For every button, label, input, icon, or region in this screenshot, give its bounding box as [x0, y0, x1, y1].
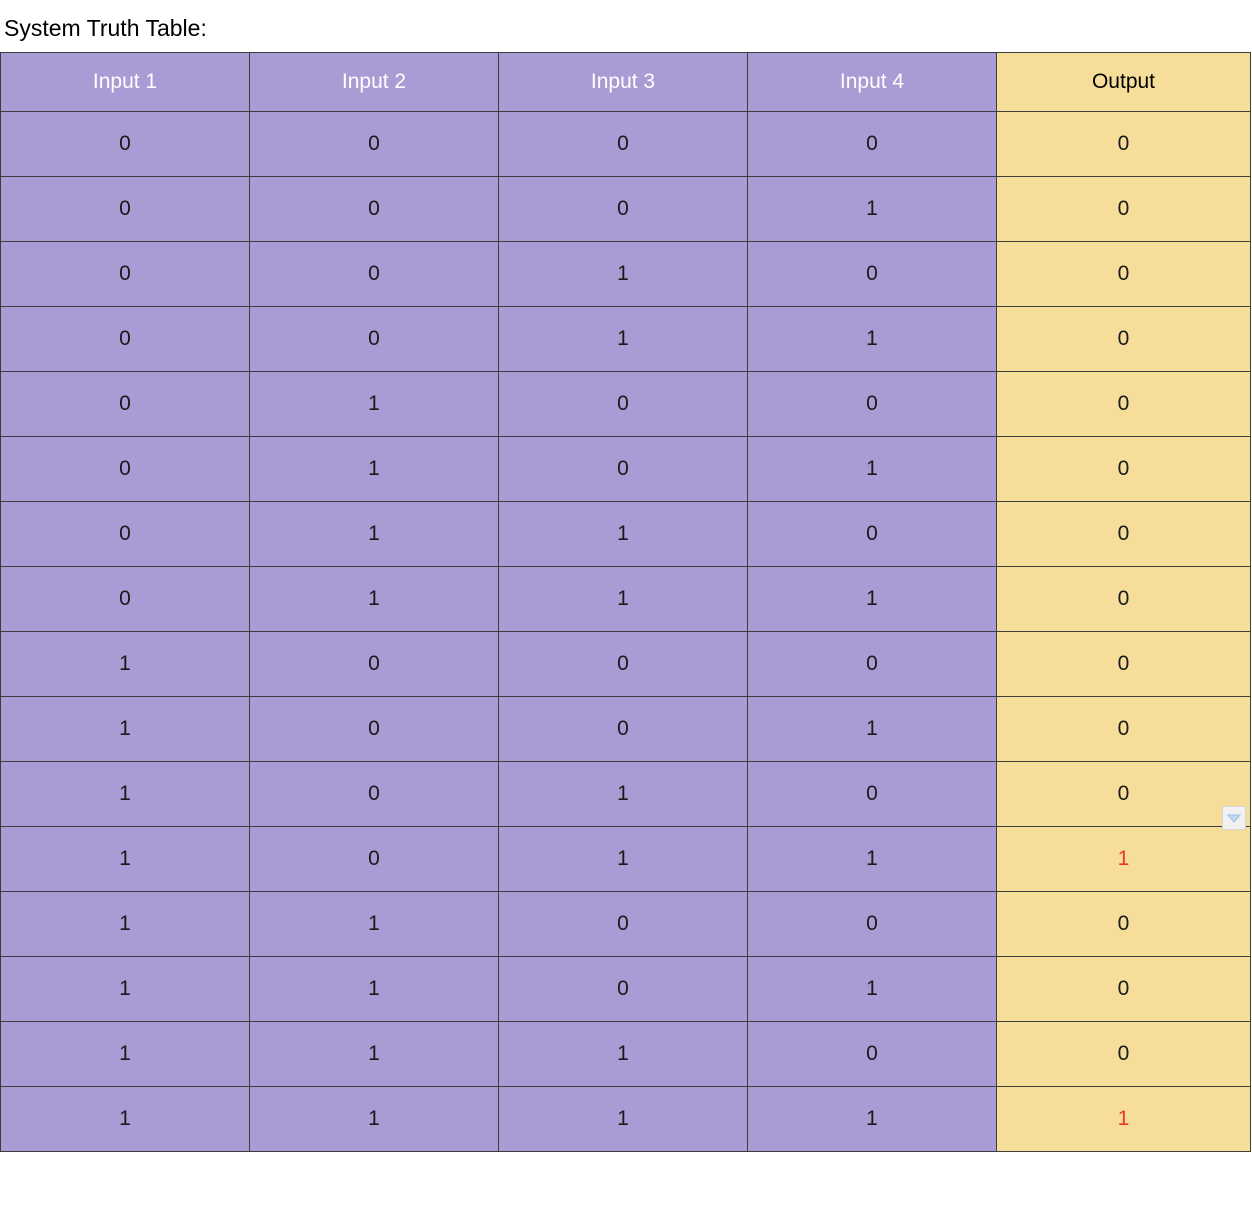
output-cell: 1 [997, 1087, 1251, 1152]
table-header [1, 53, 1251, 112]
output-cell: 0 [997, 957, 1251, 1022]
input-cell: 1 [250, 372, 499, 437]
input-cell: 1 [1, 1022, 250, 1087]
input-cell: 1 [748, 437, 997, 502]
input-cell: 0 [499, 437, 748, 502]
input-cell: 0 [748, 112, 997, 177]
input-cell: 1 [499, 762, 748, 827]
input-cell: 1 [499, 567, 748, 632]
input-cell: 0 [748, 1022, 997, 1087]
table-row [1, 762, 1251, 827]
input-cell: 0 [499, 632, 748, 697]
input-cell: 1 [748, 957, 997, 1022]
input-cell: 1 [748, 1087, 997, 1152]
output-cell: 0 [997, 502, 1251, 567]
input-cell: 1 [1, 1087, 250, 1152]
column-header-input-1: Input 1 [1, 53, 250, 112]
input-cell: 0 [748, 632, 997, 697]
input-cell: 1 [748, 567, 997, 632]
input-cell: 1 [1, 632, 250, 697]
input-cell: 1 [1, 957, 250, 1022]
input-cell: 0 [250, 177, 499, 242]
column-header-output: Output [997, 53, 1251, 112]
input-cell: 1 [499, 1087, 748, 1152]
input-cell: 1 [250, 502, 499, 567]
input-cell: 1 [748, 177, 997, 242]
truth-table [0, 52, 1251, 1152]
input-cell: 1 [1, 827, 250, 892]
input-cell: 1 [1, 892, 250, 957]
input-cell: 1 [499, 242, 748, 307]
table-row [1, 827, 1251, 892]
input-cell: 0 [748, 372, 997, 437]
input-cell: 1 [748, 827, 997, 892]
output-cell: 0 [997, 567, 1251, 632]
output-cell: 0 [997, 177, 1251, 242]
input-cell: 1 [250, 437, 499, 502]
input-cell: 0 [748, 762, 997, 827]
input-cell: 0 [499, 697, 748, 762]
input-cell: 1 [499, 307, 748, 372]
input-cell: 0 [1, 567, 250, 632]
input-cell: 1 [748, 307, 997, 372]
output-cell: 0 [997, 372, 1251, 437]
input-cell: 1 [499, 1022, 748, 1087]
output-cell: 0 [997, 437, 1251, 502]
input-cell: 1 [748, 697, 997, 762]
column-header-input-3: Input 3 [499, 53, 748, 112]
input-cell: 0 [1, 112, 250, 177]
input-cell: 1 [1, 762, 250, 827]
table-row [1, 502, 1251, 567]
table-row [1, 242, 1251, 307]
output-cell: 0 [997, 307, 1251, 372]
input-cell: 0 [748, 892, 997, 957]
input-cell: 0 [1, 502, 250, 567]
page-title: System Truth Table: [4, 15, 207, 41]
output-cell: 1 [997, 827, 1251, 892]
input-cell: 0 [499, 957, 748, 1022]
output-cell: 0 [997, 892, 1251, 957]
input-cell: 0 [748, 242, 997, 307]
chevron-down-icon [1227, 813, 1241, 823]
table-row [1, 567, 1251, 632]
input-cell: 0 [748, 502, 997, 567]
input-cell: 0 [1, 437, 250, 502]
output-cell: 0 [997, 632, 1251, 697]
input-cell: 0 [1, 307, 250, 372]
table-row [1, 697, 1251, 762]
table-row [1, 1087, 1251, 1152]
input-cell: 1 [250, 957, 499, 1022]
table-row [1, 372, 1251, 437]
input-cell: 0 [1, 177, 250, 242]
column-header-input-4: Input 4 [748, 53, 997, 112]
output-cell: 0 [997, 762, 1251, 827]
input-cell: 0 [250, 827, 499, 892]
output-cell: 0 [997, 112, 1251, 177]
input-cell: 0 [250, 112, 499, 177]
input-cell: 1 [499, 827, 748, 892]
input-cell: 1 [250, 1087, 499, 1152]
input-cell: 1 [250, 567, 499, 632]
input-cell: 0 [250, 307, 499, 372]
input-cell: 0 [250, 762, 499, 827]
input-cell: 1 [1, 697, 250, 762]
input-cell: 0 [250, 242, 499, 307]
table-row [1, 632, 1251, 697]
output-cell: 0 [997, 697, 1251, 762]
column-header-input-2: Input 2 [250, 53, 499, 112]
input-cell: 0 [499, 372, 748, 437]
table-row [1, 957, 1251, 1022]
scroll-down-button[interactable] [1222, 806, 1246, 830]
output-cell: 0 [997, 1022, 1251, 1087]
table-body [1, 112, 1251, 1152]
input-cell: 0 [499, 177, 748, 242]
input-cell: 0 [250, 632, 499, 697]
table-row [1, 892, 1251, 957]
table-row [1, 437, 1251, 502]
table-header-row [1, 53, 1251, 112]
input-cell: 0 [1, 372, 250, 437]
table-row [1, 307, 1251, 372]
input-cell: 1 [250, 1022, 499, 1087]
input-cell: 1 [499, 502, 748, 567]
table-row [1, 177, 1251, 242]
input-cell: 0 [499, 112, 748, 177]
output-cell: 0 [997, 242, 1251, 307]
table-row [1, 112, 1251, 177]
input-cell: 1 [250, 892, 499, 957]
input-cell: 0 [250, 697, 499, 762]
table-row [1, 1022, 1251, 1087]
input-cell: 0 [499, 892, 748, 957]
input-cell: 0 [1, 242, 250, 307]
